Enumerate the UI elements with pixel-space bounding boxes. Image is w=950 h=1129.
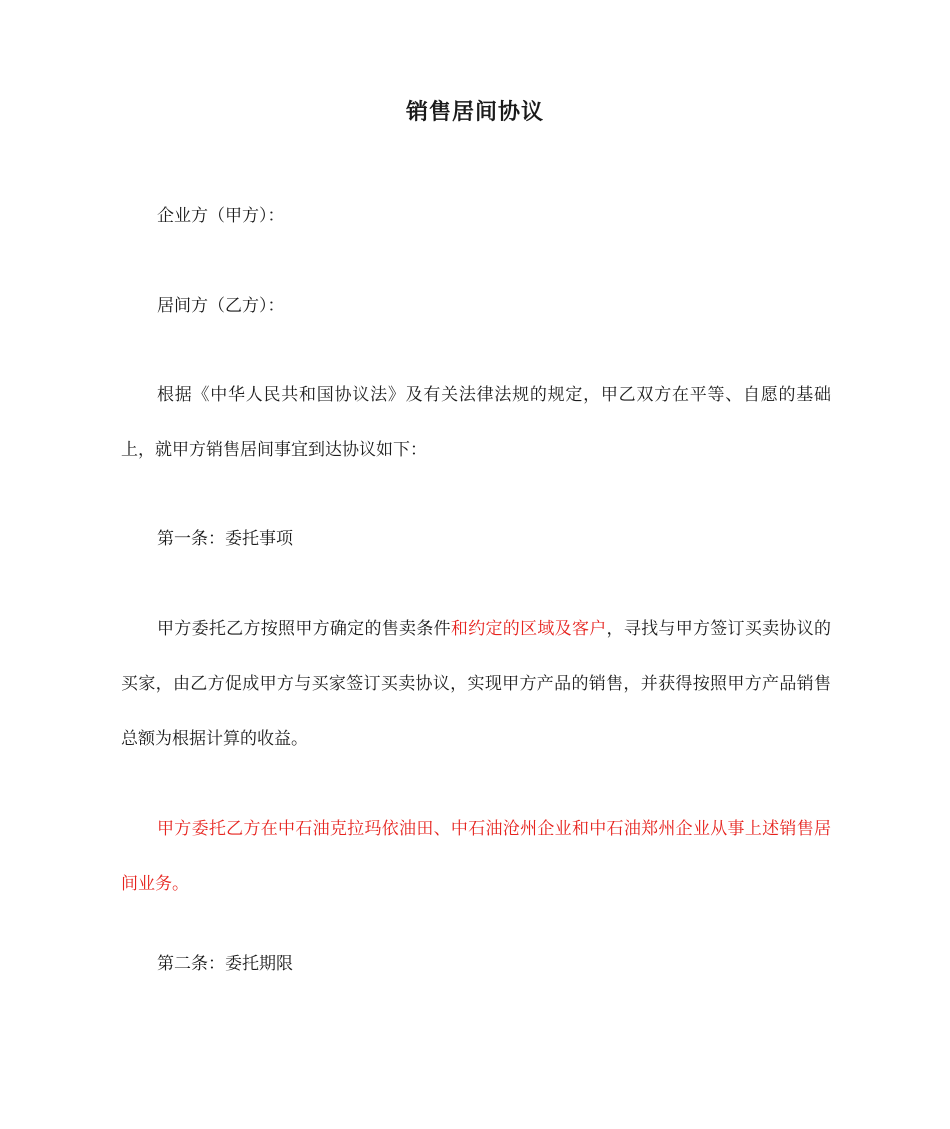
party-a-label: 企业方（甲方）：: [157, 206, 285, 226]
document-title: 销售居间协议: [405, 100, 544, 125]
basis-paragraph: 根据《中华人民共和国协议法》及有关法律法规的规定，甲乙双方在平等、自愿的基础上，就甲方销售居间事宜到达协议如下：: [121, 385, 831, 460]
article-1-body-text-start: 甲方委托乙方按照甲方确定的售卖条件: [157, 619, 451, 639]
article-2-heading: 第二条：委托期限: [157, 954, 293, 974]
article-1-body-text-end: ，寻找与甲方签订买卖协议的买家，由乙方促成甲方与买家签订买卖协议，实现甲方产品的销售，并获得按照甲方产品销售总额为根据计算的收益。: [121, 619, 832, 749]
article-1-body: [121, 602, 831, 767]
article-1-highlight-text: 和约定的区域及客户: [450, 619, 607, 639]
region-paragraph: 甲方委托乙方在中石油克拉玛依油田、中石油沧州企业和中石油郑州企业从事上述销售居间业务。: [121, 819, 831, 894]
article-1-heading: 第一条：委托事项: [157, 529, 293, 549]
party-b-label: 居间方（乙方）：: [157, 296, 285, 316]
